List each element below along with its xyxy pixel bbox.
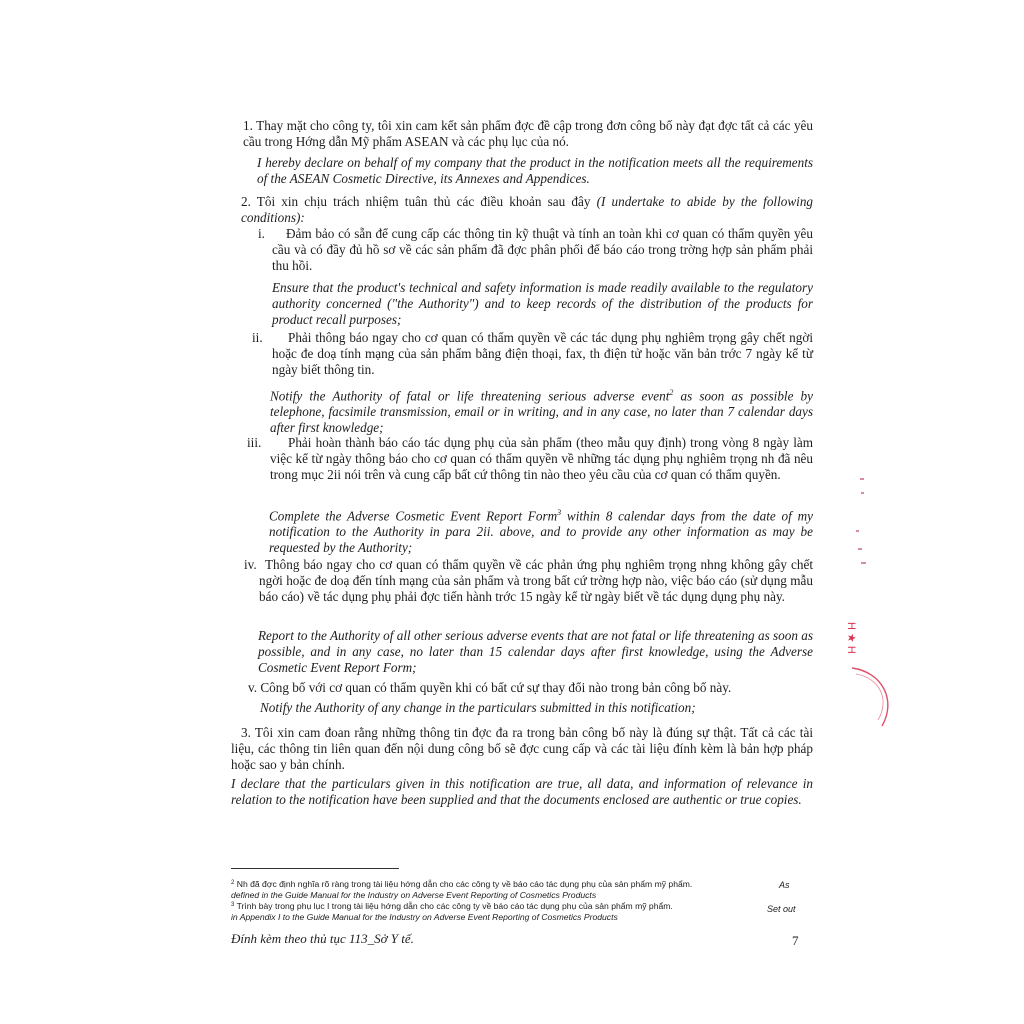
footnote-2-vietnamese (231, 878, 761, 889)
footnote-3-number: 3 (231, 902, 235, 908)
item-iii-marker: iii. (247, 435, 262, 450)
item-ii-english-b: as soon as possible by telephone, facsimile transmission, email or in writing, and in any case, no later than 7 calendar days after first knowledge; (270, 388, 813, 436)
page-number: 7 (792, 933, 799, 948)
item-v-vietnamese: Công bố với cơ quan có thẩm quyền khi có bất cứ sự thay đổi nào trong bản công bố này. (260, 680, 732, 695)
item-i-english: Ensure that the product's technical and safety information is made readily available to the regulatory authority concerned ("the Authority") and to keep records of the distribution of the products for product recall purposes; (272, 280, 813, 327)
footnote-3-side: Set out (767, 904, 796, 914)
footnote-2-english: defined in the Guide Manual for the Industry on Adverse Event Reporting of Cosmetics Products (231, 890, 597, 900)
item-iii-english (269, 505, 813, 556)
section-2-heading (241, 194, 813, 226)
item-v-marker: v. (248, 680, 258, 695)
section-2-english: (I undertake to abide by the following conditions): (241, 194, 814, 225)
footnote-2-number: 2 (231, 880, 235, 886)
section-1-english: I hereby declare on behalf of my company that the product in the notification meets all the requirements of the ASEAN Cosmetic Directive, its Annexes and Appendices. (257, 155, 813, 186)
item-ii-english-a: Notify the Authority of fatal or life threatening serious adverse event (270, 388, 670, 404)
section-2-vietnamese: 2. Tôi xin chịu trách nhiệm tuân thủ các điều khoản sau đây (241, 194, 591, 209)
item-ii-english (270, 385, 813, 436)
item-ii-vietnamese: Phải thông báo ngay cho cơ quan có thẩm quyền về các tác dụng phụ nghiêm trọng gây chết ngời hoặc đe doạ tính mạng của sản phẩm bằng điện thoại, fax, th điện tử hoặc văn bản trớc 7 ngày kể từ ngày biết thông tin. (272, 330, 813, 377)
footnote-ref-3: 3 (557, 508, 562, 517)
footnote-3-english: in Appendix I to the Guide Manual for the Industry on Adverse Event Reporting of Cosmetics Products (231, 912, 618, 922)
item-iii-english-a: Complete the Adverse Cosmetic Event Report Form (269, 508, 558, 524)
item-iii-vietnamese: Phải hoàn thành báo cáo tác dụng phụ của sản phẩm (theo mẫu quy định) trong vòng 8 ngày làm việc kể từ ngày thông báo cho cơ quan có thẩm quyền về những tác dụng phụ nghiêm trọng nh đã nêu trong mục 2ii nói trên và cung cấp bất cứ thông tin nào theo yêu cầu của cơ quan có thẩm quyền. (270, 435, 813, 482)
footnote-2-vi-text: Nh đã đợc định nghĩa rõ ràng trong tài liệu hớng dẫn cho các công ty về báo cáo tác dụng phụ của sản phẩm mỹ phẩm. (236, 879, 693, 889)
item-v-line (248, 680, 813, 696)
footnote-2-side: As (779, 880, 790, 890)
footnote-3-vi-text: Trình bày trong phụ lục I trong tài liệu hớng dẫn cho các công ty về báo cáo tác dụng phụ của sản phẩm mỹ phẩm. (236, 901, 673, 911)
section-3-english: I declare that the particulars given in this notification are true, all data, and information of relevance in relation to the notification have been supplied and that the documents enclosed are authentic or true copies. (231, 776, 813, 807)
red-stamp-fragment (842, 622, 912, 732)
item-i-vietnamese: Đảm bảo có sẵn để cung cấp các thông tin kỹ thuật và tính an toàn khi cơ quan có thẩm quyền yêu cầu và có đầy đủ hồ sơ về các sản phẩm đã đợc phân phối để báo cáo trong trờng hợp sản phẩm phải thu hồi. (272, 226, 813, 273)
item-iv-marker: iv. (244, 557, 257, 572)
stamp-text: H ★ H (845, 622, 857, 654)
section-1-vietnamese: 1. Thay mặt cho công ty, tôi xin cam kết sản phẩm đợc đề cập trong đơn công bố này đạt đợc tất cả các yêu cầu trong Hớng dẫn Mỹ phẩm ASEAN và các phụ lục của nó. (243, 118, 813, 149)
item-v-english: Notify the Authority of any change in the particulars submitted in this notification; (260, 700, 696, 715)
section-3-vietnamese: 3. Tôi xin cam đoan rằng những thông tin đợc đa ra trong bản công bố này là đúng sự thật. Tất cả các tài liệu, các thông tin liên quan đến nội dung công bố sẽ đợc cung cấp và các tài liệu đính kèm là bản hợp pháp hoặc sao y bản chính. (231, 725, 813, 772)
footnote-3-vietnamese (231, 900, 761, 911)
footnote-divider (231, 868, 399, 869)
footer-attachment-note: Đính kèm theo thủ tục 113_Sở Y tế. (231, 931, 414, 946)
item-i-marker: i. (258, 226, 265, 241)
item-ii-marker: ii. (252, 330, 263, 345)
footnote-ref-2: 2 (669, 388, 674, 397)
item-iv-vietnamese: Thông báo ngay cho cơ quan có thẩm quyền về các phản ứng phụ nghiêm trọng nhng không gây chết ngời hoặc đe doạ đến tính mạng của sản phẩm và trong bất cứ trờng hợp nào, việc báo cáo (sử dụng mẫu báo cáo) về tác dụng phụ phải đợc tiến hành trớc 15 ngày kể từ ngày biết về tác dụng dụng phụ này. (259, 557, 813, 604)
item-iii-english-b: within 8 calendar days from the date of my notification to the Authority in para 2ii. above, and to provide any other information as may be requested by the Authority; (269, 508, 813, 556)
item-iv-english: Report to the Authority of all other serious adverse events that are not fatal or life threatening as soon as possible, and in any case, no later than 15 calendar days after first knowledge, using the Adverse Cosmetic Event Report Form; (258, 628, 813, 675)
